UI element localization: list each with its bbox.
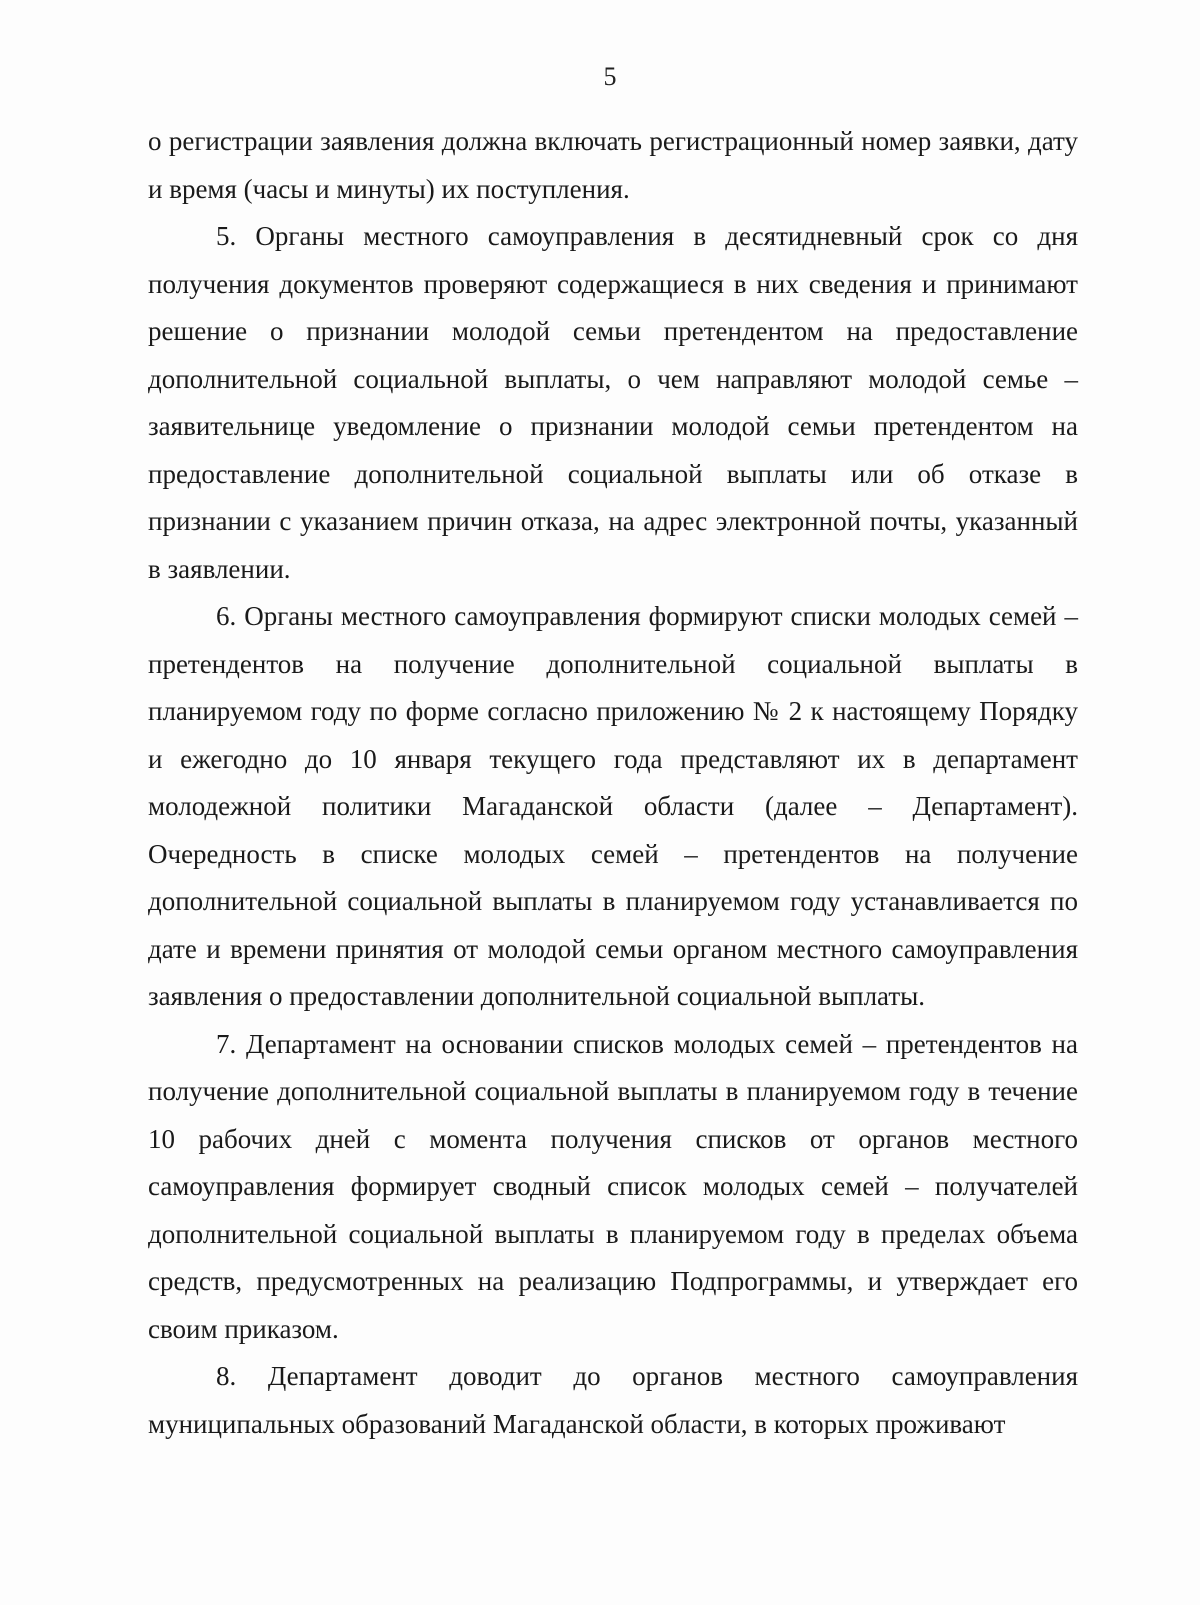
- page-number: 5: [603, 62, 617, 91]
- paragraph-item-8: 8. Департамент доводит до органов местного самоуправления муниципальных образований Магаданской области, в которых проживают: [148, 1361, 1078, 1439]
- paragraph-item-5: 5. Органы местного самоуправления в десятидневный срок со дня получения документов проверяют содержащиеся в них сведения и принимают решение о признании молодой семьи претендентом на предоставление дополнительной социальной выплаты, о чем направляют молодой семье – заявительнице уведомление о признании молодой семьи претендентом на предоставление дополнительной социальной выплаты или об отказе в признании с указанием причин отказа, на адрес электронной почты, указанный в заявлении.: [148, 221, 1078, 584]
- paragraph-continuation: о регистрации заявления должна включать регистрационный номер заявки, дату и время (часы и минуты) их поступления.: [148, 126, 1078, 204]
- paragraph-item-6: 6. Органы местного самоуправления формируют списки молодых семей – претендентов на получение дополнительной социальной выплаты в планируемом году по форме согласно приложению № 2 к настоящему Порядку и ежегодно до 10 января текущего года представляют их в департамент молодежной политики Магаданской области (далее – Департамент). Очередность в списке молодых семей – претендентов на получение дополнительной социальной выплаты в планируемом году устанавливается по дате и времени принятия от молодой семьи органом местного самоуправления заявления о предоставлении дополнительной социальной выплаты.: [148, 601, 1078, 1011]
- document-body: [148, 118, 1078, 1448]
- paragraph-item-7: 7. Департамент на основании списков молодых семей – претендентов на получение дополнительной социальной выплаты в планируемом году в течение 10 рабочих дней с момента получения списков от органов местного самоуправления формирует сводный список молодых семей – получателей дополнительной социальной выплаты в планируемом году в пределах объема средств, предусмотренных на реализацию Подпрограммы, и утверждает его своим приказом.: [148, 1028, 1078, 1344]
